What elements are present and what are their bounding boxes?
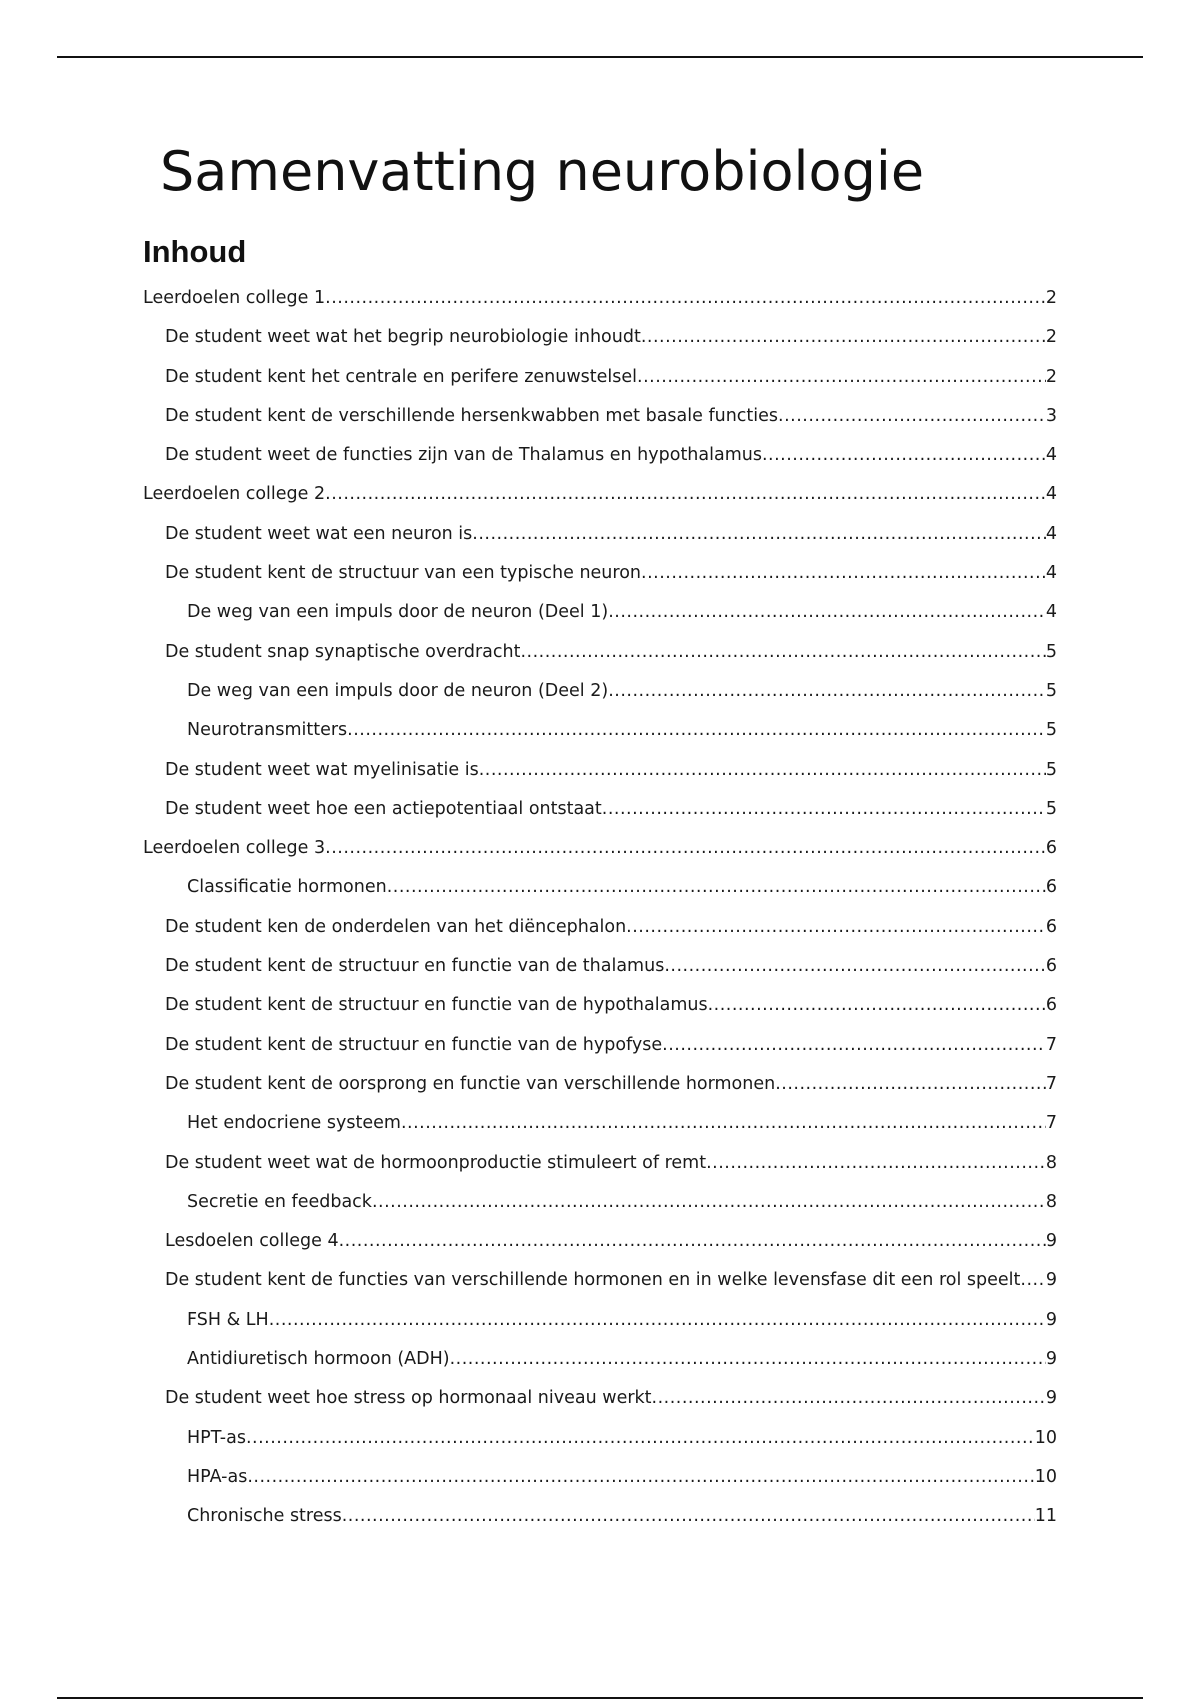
toc-entry-label: De student kent de structuur en functie van de hypofyse [165,1034,663,1055]
toc-entry[interactable] [143,908,1057,947]
toc-entry[interactable] [143,1340,1057,1379]
toc-entry-label: De student kent het centrale en perifere zenuwstelsel [165,366,638,387]
toc-entry-label: De student weet hoe een actiepotentiaal ontstaat [165,798,602,819]
toc-entry-label: Lesdoelen college 4 [165,1231,339,1252]
toc-entry-label: De student weet de functies zijn van de Thalamus en hypothalamus [165,445,762,466]
toc-entry-label: De student kent de functies van verschillende hormonen en in welke levensfase dit een rol speelt [165,1270,1021,1291]
toc-entry-label: Leerdoelen college 1 [143,288,326,308]
dot-leader [401,1104,1046,1143]
toc-entry-label: De weg van een impuls door de neuron (Deel 1) [187,602,609,623]
table-of-contents [143,279,1057,1537]
dot-leader [372,1183,1046,1222]
toc-entry-page: 6 [1045,956,1057,977]
toc-entry-label: HPA-as [187,1466,248,1487]
toc-entry-label: De student kent de structuur en functie van de hypothalamus [165,995,708,1016]
toc-entry-page: 5 [1045,720,1057,741]
toc-entry-label: Het endocriene systeem [187,1113,401,1134]
dot-leader [479,751,1046,790]
toc-entry-label: Antidiuretisch hormoon (ADH) [187,1349,450,1370]
dot-leader [664,947,1046,986]
toc-entry[interactable] [143,986,1057,1025]
toc-entry[interactable] [143,751,1057,790]
toc-entry-label: De student weet wat het begrip neurobiologie inhoudt [165,327,641,348]
toc-entry[interactable] [143,1144,1057,1183]
toc-entry-page: 6 [1045,916,1057,937]
dot-leader [325,475,1046,514]
toc-entry-page: 10 [1034,1427,1057,1448]
dot-leader [520,633,1045,672]
toc-entry-page: 5 [1045,798,1057,819]
toc-entry-page: 7 [1045,1034,1057,1055]
toc-entry[interactable] [143,1261,1057,1300]
toc-entry-page: 9 [1045,1388,1057,1409]
toc-entry[interactable] [143,1301,1057,1340]
toc-entry-label: De student weet wat een neuron is [165,523,473,544]
toc-entry[interactable] [143,318,1057,357]
dot-leader [775,1065,1046,1104]
toc-entry-page: 8 [1045,1191,1057,1212]
toc-entry[interactable] [143,868,1057,907]
toc-entry-label: De student weet wat myelinisatie is [165,759,479,780]
dot-leader [608,672,1046,711]
toc-entry-page: 9 [1045,1231,1057,1252]
dot-leader [1020,1261,1045,1300]
toc-entry-label: HPT-as [187,1427,246,1448]
toc-entry[interactable] [143,1458,1057,1497]
toc-entry-label: Neurotransmitters [187,720,348,741]
toc-entry-page: 4 [1045,523,1057,544]
dot-leader [269,1301,1046,1340]
toc-entry[interactable] [143,397,1057,436]
toc-entry-label: Secretie en feedback [187,1191,372,1212]
dot-leader [637,358,1046,397]
toc-entry-page: 5 [1045,641,1057,662]
dot-leader [325,829,1046,868]
toc-heading: Inhoud [143,234,247,269]
dot-leader [339,1222,1046,1261]
toc-entry-page: 2 [1045,288,1057,308]
dot-leader [708,986,1046,1025]
dot-leader [387,868,1046,907]
toc-entry[interactable] [143,1065,1057,1104]
toc-entry[interactable] [143,1497,1057,1536]
toc-entry-label: FSH & LH [187,1309,269,1330]
toc-entry-label: De student weet hoe stress op hormonaal niveau werkt [165,1388,652,1409]
dot-leader [347,711,1046,750]
toc-entry-page: 5 [1045,680,1057,701]
toc-entry-page: 9 [1045,1349,1057,1370]
toc-entry[interactable] [143,1026,1057,1065]
dot-leader [762,436,1046,475]
toc-entry-label: De student weet wat de hormoonproductie stimuleert of remt [165,1152,707,1173]
toc-entry-page: 11 [1034,1506,1057,1527]
toc-entry[interactable] [143,711,1057,750]
toc-entry[interactable] [143,672,1057,711]
dot-leader [602,790,1046,829]
toc-entry-label: De weg van een impuls door de neuron (Deel 2) [187,680,609,701]
toc-entry[interactable] [143,947,1057,986]
dot-leader [641,318,1046,357]
dot-leader [608,593,1046,632]
toc-entry-page: 2 [1045,327,1057,348]
toc-entry-page: 2 [1045,366,1057,387]
footer-rule [57,1697,1143,1699]
dot-leader [450,1340,1046,1379]
header-rule [57,56,1143,58]
toc-entry[interactable] [143,279,1057,318]
toc-entry[interactable] [143,1183,1057,1222]
toc-entry-page: 5 [1045,759,1057,780]
dot-leader [641,554,1046,593]
toc-entry-label: De student kent de oorsprong en functie van verschillende hormonen [165,1073,776,1094]
toc-entry[interactable] [143,633,1057,672]
dot-leader [626,908,1046,947]
toc-entry-label: De student snap synaptische overdracht [165,641,521,662]
toc-entry-label: Leerdoelen college 3 [143,838,326,859]
toc-entry-page: 9 [1045,1270,1057,1291]
toc-entry[interactable] [143,829,1057,868]
toc-entry-page: 9 [1045,1309,1057,1330]
toc-entry-label: Chronische stress [187,1506,342,1527]
toc-entry[interactable] [143,1222,1057,1261]
dot-leader [246,1419,1035,1458]
dot-leader [472,515,1046,554]
toc-entry-page: 8 [1045,1152,1057,1173]
toc-entry-page: 4 [1045,602,1057,623]
toc-entry[interactable] [143,790,1057,829]
toc-entry-label: Classificatie hormonen [187,877,387,898]
toc-entry[interactable] [143,436,1057,475]
toc-entry-page: 7 [1045,1113,1057,1134]
toc-entry-label: De student kent de structuur en functie van de thalamus [165,956,665,977]
toc-entry-page: 6 [1045,838,1057,859]
toc-entry-page: 4 [1045,563,1057,584]
toc-entry-page: 4 [1045,445,1057,466]
toc-entry-page: 6 [1045,995,1057,1016]
toc-entry[interactable] [143,475,1057,514]
toc-entry-page: 6 [1045,877,1057,898]
toc-entry-label: De student ken de onderdelen van het diëncephalon [165,916,627,937]
toc-entry[interactable] [143,1419,1057,1458]
toc-entry[interactable] [143,515,1057,554]
toc-entry-page: 7 [1045,1073,1057,1094]
toc-entry-label: De student kent de verschillende hersenkwabben met basale functies [165,405,779,426]
dot-leader [325,279,1046,318]
toc-entry-page: 4 [1045,484,1057,505]
dot-leader [662,1026,1046,1065]
toc-entry-label: De student kent de structuur van een typische neuron [165,563,642,584]
toc-entry[interactable] [143,593,1057,632]
toc-entry[interactable] [143,554,1057,593]
dot-leader [706,1144,1046,1183]
toc-entry-page: 3 [1045,405,1057,426]
toc-entry-label: Leerdoelen college 2 [143,484,326,505]
dot-leader [247,1458,1034,1497]
toc-entry-page: 10 [1034,1466,1057,1487]
dot-leader [652,1379,1046,1418]
dot-leader [342,1497,1035,1536]
toc-entry[interactable] [143,1379,1057,1418]
dot-leader [778,397,1046,436]
toc-entry[interactable] [143,358,1057,397]
toc-entry[interactable] [143,1104,1057,1143]
document-title: Samenvatting neurobiologie [160,140,925,203]
